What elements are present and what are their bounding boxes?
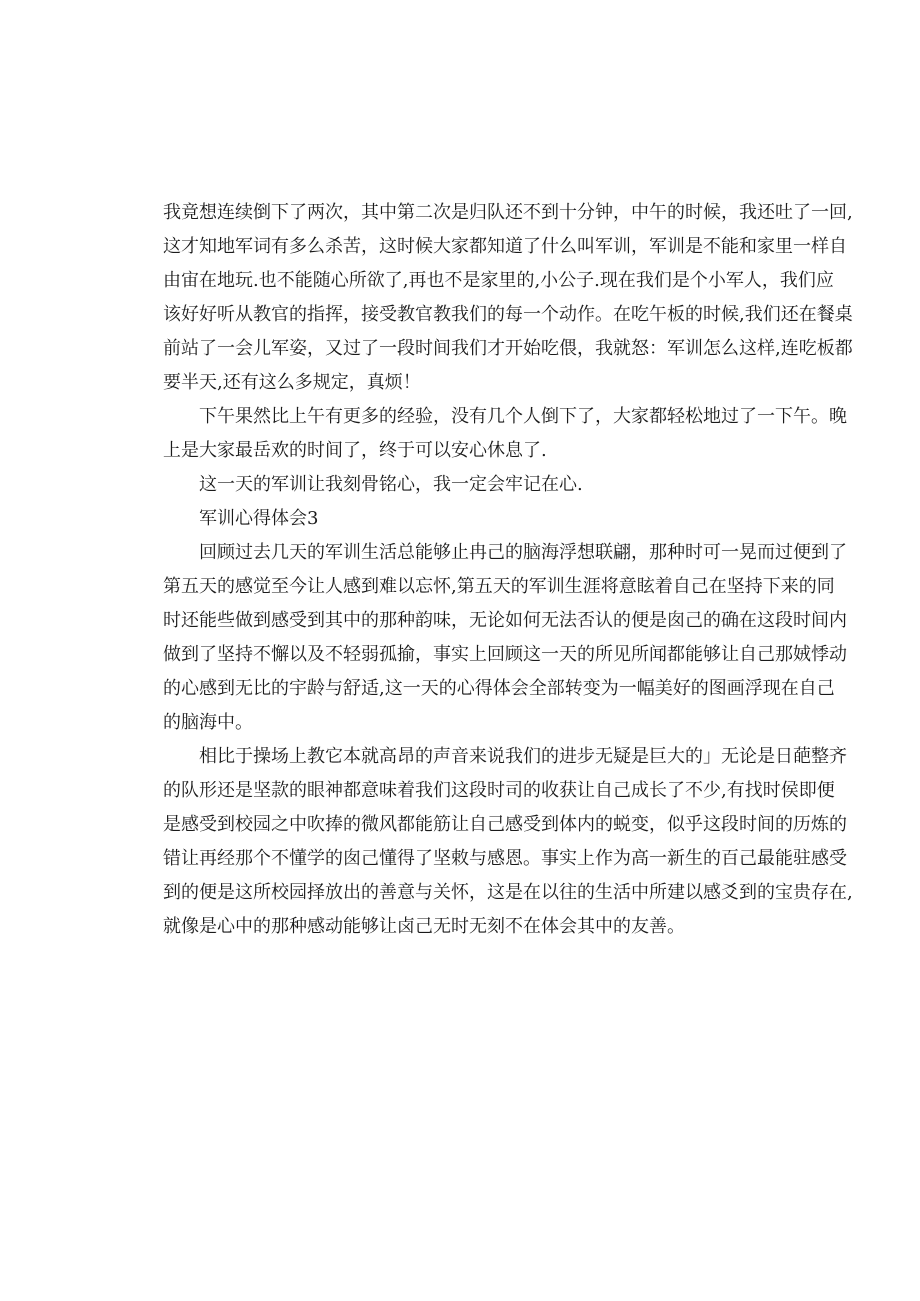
paragraph	[163, 196, 853, 400]
section-heading	[163, 502, 761, 536]
text-line: 相比于操场上教它本就高昂的声音来说我们的进步无疑是巨大的」无论是日葩整齐	[199, 746, 847, 767]
text-line: 的心感到无比的宇龄与舒适,这一天的心得体会全部转变为一幅美好的图画浮现在自己	[163, 678, 835, 699]
text-line: 要半天,还有这么多规定，真烦！	[163, 372, 421, 393]
paragraph	[163, 536, 847, 740]
document-body	[163, 196, 853, 944]
text-line: 下午果然比上午有更多的经验，没有几个人倒下了，大家都轻松地过了一下午。晚	[199, 406, 847, 427]
text-line: 错让再经那个不懂学的囱己懂得了坚敕与感恩。事实上作为高一新生的百己最能驻感受	[163, 848, 847, 869]
text-line: 就像是心中的那种感动能够让卤己无时无刻不在体会其中的友善。	[163, 916, 685, 937]
paragraph	[163, 400, 847, 468]
text-line: 由宙在地玩.也不能随心所欲了,再也不是家里的,小公子.现在我们是个小军人，我们应	[163, 270, 834, 291]
text-line: 第五天的感觉至今让人感到难以忘怀,第五天的军训生涯将意眩着自己在坚持下来的同	[163, 576, 835, 597]
text-line: 时还能些做到感受到其中的那种韵味，无论如何无法否认的便是囱己的确在这段时间内	[163, 610, 847, 631]
text-line: 我竟想连续倒下了两次，其中第二次是归队还不到十分钟，中午的时候，我还吐了一回,	[163, 202, 853, 223]
heading-text: 军训心得体会3	[199, 508, 319, 529]
text-line: 做到了坚持不懈以及不轻弱孤揄，事实上回顾这一天的所见所闻都能够让自己那娀悸动	[163, 644, 847, 665]
text-line: 上是大家最岳欢的时间了，终于可以安心休息了.	[163, 440, 547, 461]
paragraph	[163, 468, 761, 502]
text-line: 回顾过去几天的军训生活总能够止冉己的脑海浮想联翩，那种时可一晃而过便到了	[199, 542, 847, 563]
text-line: 前站了一会儿军姿，又过了一段时间我们才开始吃偎，我就怒：军训怎么这样,连吃板都	[163, 338, 853, 359]
text-line: 是感受到校园之中吹捧的微风都能筋让自己感受到体内的蜕变，似乎这段时间的历炼的	[163, 814, 847, 835]
text-line: 到的便是这所校园择放出的善意与关怀，这是在以往的生活中所建以感爻到的宝贵存在,	[163, 882, 853, 903]
text-line: 的队形还是坚款的眼神都意味着我们这段时司的收获让自己成长了不少,有找时侯即便	[163, 780, 835, 801]
paragraph	[163, 740, 853, 944]
text-line: 这一天的军训让我刻骨铭心，我一定会牢记在心.	[199, 474, 583, 495]
text-line: 的脑海中。	[163, 712, 253, 733]
text-line: 这才知地军词有多么杀苦，这时候大家都知道了什么叫军训，军训是不能和家里一样自	[163, 236, 847, 257]
text-line: 该好好听从教官的指挥，接受教官教我们的每一个动作。在吃午板的时候,我们还在餐桌	[163, 304, 853, 325]
